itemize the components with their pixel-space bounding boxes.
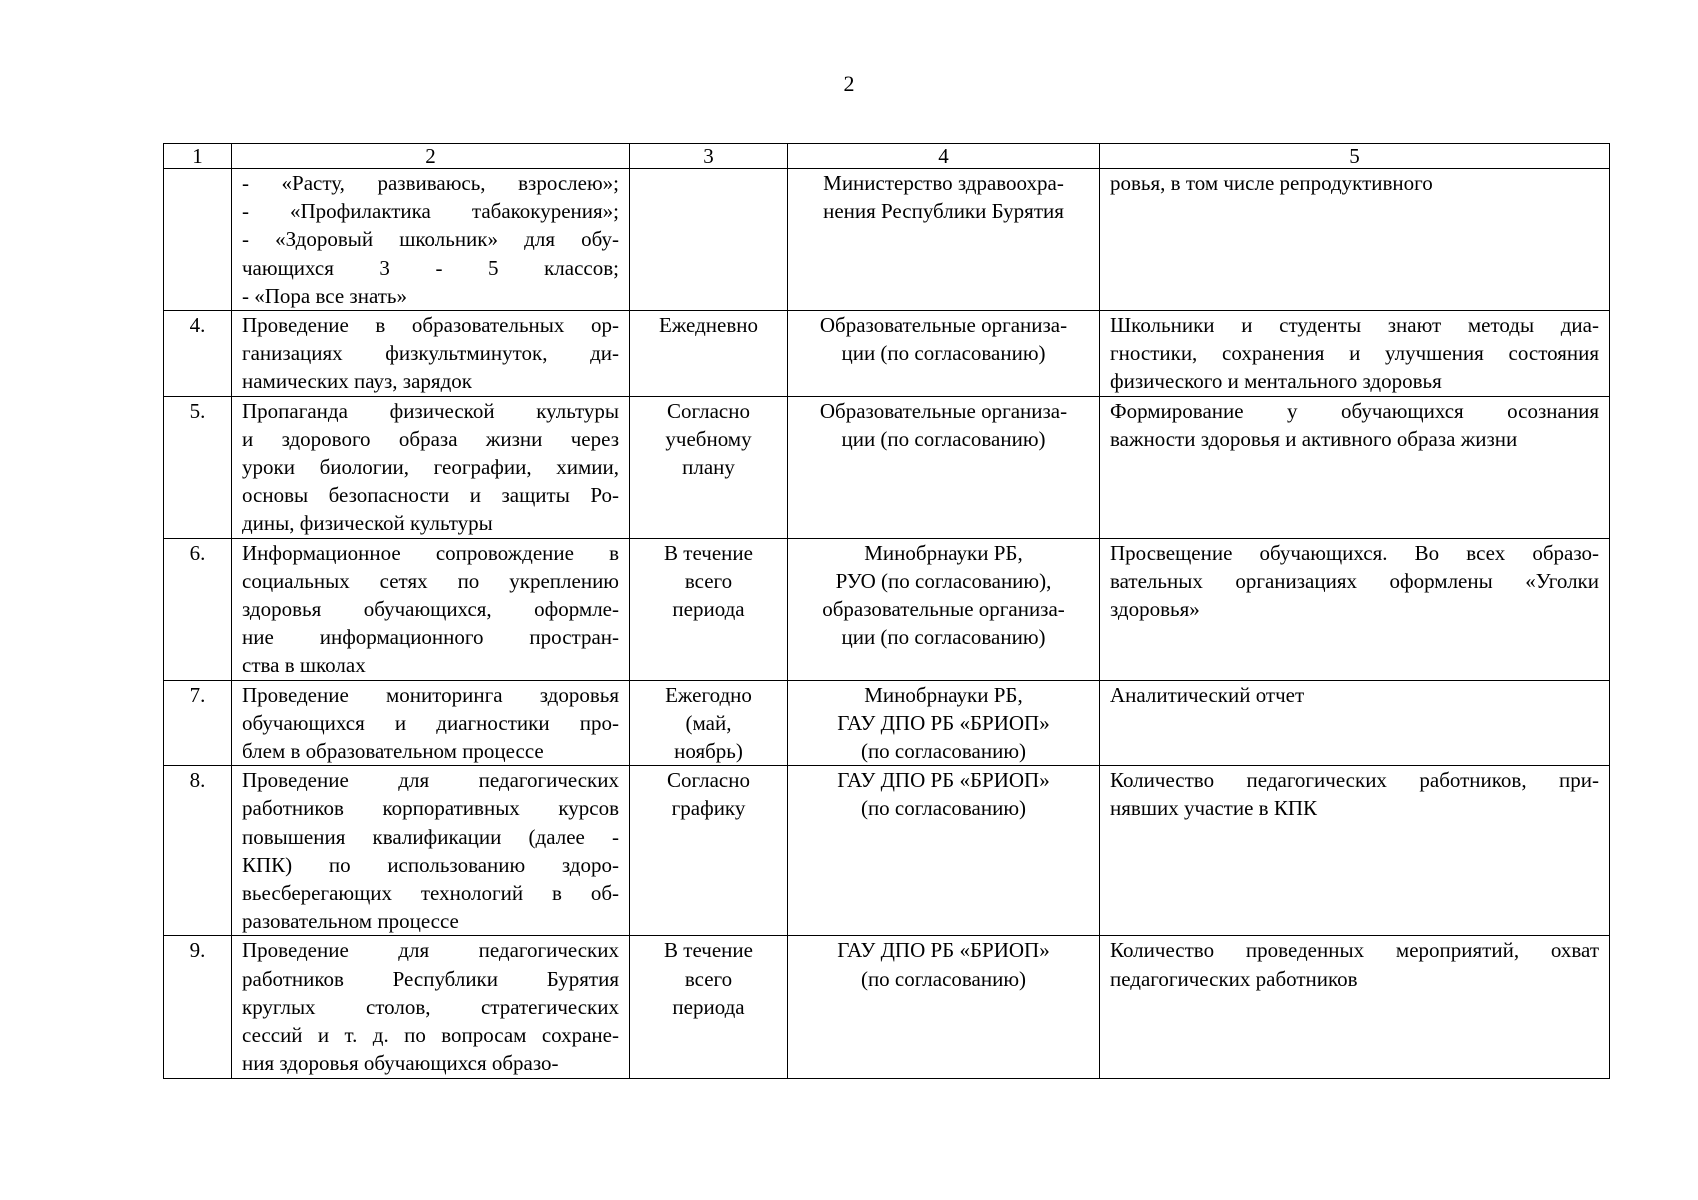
row-number-cell: 5.: [164, 396, 232, 538]
table-header-row: [164, 144, 1610, 169]
measure-name-line: основы безопасности и защиты Ро-: [242, 483, 619, 508]
measure-name-line: работников Республики Бурятия: [242, 966, 619, 991]
row-number-cell: 4.: [164, 311, 232, 397]
measure-name-cell: [232, 311, 630, 397]
measure-executor-line: ции (по согласованию): [841, 625, 1046, 650]
measure-result-line: Школьники и студенты знают методы диа-: [1110, 313, 1599, 338]
measure-name-line: круглых столов, стратегических: [242, 994, 619, 1019]
measure-name-line: ния здоровья обучающихся образо-: [242, 1051, 559, 1076]
measure-executor-line: Образовательные организа-: [819, 398, 1068, 423]
measure-name-line: - «Профилактика табакокурения»;: [242, 199, 619, 224]
measure-name-cell: [232, 936, 630, 1078]
measure-result-line: важности здоровья и активного образа жизни: [1110, 426, 1518, 451]
measure-term-line: Ежедневно: [658, 313, 758, 338]
header-col-5: 5: [1100, 144, 1610, 169]
measure-executor-line: Образовательные организа-: [819, 313, 1068, 338]
measure-name-line: - «Здоровый школьник» для обу-: [242, 227, 619, 252]
measure-term-line: Согласно: [667, 398, 750, 423]
row-number-cell: 9.: [164, 936, 232, 1078]
measure-term-cell: [630, 169, 788, 311]
measure-name-line: Пропаганда физической культуры: [242, 398, 619, 423]
measure-term-cell: [630, 311, 788, 397]
measure-result-line: ровья, в том числе репродуктивного: [1110, 171, 1433, 195]
measure-executor-cell: [788, 538, 1100, 680]
header-col-3: 3: [630, 144, 788, 169]
measure-executor-line: образовательные организа-: [822, 597, 1065, 622]
measure-name-line: уроки биологии, географии, химии,: [242, 455, 619, 480]
measure-result-line: Просвещение обучающихся. Во всех образо-: [1110, 540, 1599, 565]
measure-result-cell: [1100, 680, 1610, 766]
measure-result-line: вательных организациях оформлены «Уголки: [1110, 568, 1599, 593]
measure-result-cell: [1100, 538, 1610, 680]
measure-name-line: Проведение для педагогических: [242, 938, 619, 963]
measure-term-cell: [630, 936, 788, 1078]
measure-result-line: Количество проведенных мероприятий, охват: [1110, 938, 1599, 963]
measure-result-line: Аналитический отчет: [1110, 682, 1305, 707]
header-col-2: 2: [232, 144, 630, 169]
measure-term-line: В течение: [664, 938, 753, 963]
measure-name-line: работников корпоративных курсов: [242, 796, 619, 821]
measure-name-line: Проведение для педагогических: [242, 768, 619, 793]
measure-name-line: ства в школах: [242, 653, 366, 678]
measure-term-line: учебному: [665, 426, 752, 451]
measure-name-line: вьесберегающих технологий в об-: [242, 881, 619, 906]
measure-term-cell: [630, 680, 788, 766]
measure-result-cell: [1100, 936, 1610, 1078]
measure-executor-line: Минобрнауки РБ,: [864, 682, 1023, 707]
measure-executor-line: ГАУ ДПО РБ «БРИОП»: [837, 768, 1050, 793]
row-number-cell: 6.: [164, 538, 232, 680]
measure-name-line: Информационное сопровождение в: [242, 540, 619, 565]
measure-term-line: графику: [671, 796, 746, 821]
page-number: 2: [843, 71, 855, 96]
measure-name-cell: [232, 169, 630, 311]
measure-result-cell: [1100, 766, 1610, 936]
measure-executor-cell: [788, 311, 1100, 397]
measure-term-cell: [630, 766, 788, 936]
measure-executor-line: ГАУ ДПО РБ «БРИОП»: [837, 710, 1050, 735]
measure-name-line: - «Пора все знать»: [242, 283, 407, 308]
measure-executor-line: Минобрнауки РБ,: [864, 540, 1023, 565]
measure-executor-line: нения Республики Бурятия: [823, 199, 1064, 224]
measure-result-line: нявших участие в КПК: [1110, 796, 1318, 821]
measure-term-line: (май,: [685, 710, 732, 735]
measure-name-line: сессий и т. д. по вопросам сохране-: [242, 1023, 619, 1048]
measure-result-line: педагогических работников: [1110, 966, 1358, 991]
measure-term-line: ноябрь): [674, 739, 743, 764]
measure-result-line: здоровья»: [1110, 597, 1200, 622]
header-col-4: 4: [788, 144, 1100, 169]
measure-result-line: физического и ментального здоровья: [1110, 369, 1442, 394]
measure-executor-cell: [788, 936, 1100, 1078]
measure-executor-line: ции (по согласованию): [841, 426, 1046, 451]
measure-executor-cell: [788, 680, 1100, 766]
measure-name-line: дины, физической культуры: [242, 511, 493, 536]
table-row: [164, 680, 1610, 766]
measure-result-line: Формирование у обучающихся осознания: [1110, 398, 1599, 423]
measure-executor-line: Министерство здравоохра-: [823, 171, 1064, 195]
table-row: [164, 311, 1610, 397]
measure-term-line: периода: [672, 994, 745, 1019]
measure-name-line: чающихся 3 - 5 классов;: [242, 255, 619, 280]
measure-term-line: всего: [684, 568, 733, 593]
measure-name-line: намических пауз, зарядок: [242, 369, 472, 394]
measure-name-cell: [232, 396, 630, 538]
measure-name-line: блем в образовательном процессе: [242, 739, 544, 764]
measure-term-cell: [630, 538, 788, 680]
measure-executor-line: ции (по согласованию): [841, 341, 1046, 366]
measure-executor-cell: [788, 396, 1100, 538]
measure-term-cell: [630, 396, 788, 538]
measure-name-line: обучающихся и диагностики про-: [242, 710, 619, 735]
measure-term-line: всего: [684, 966, 733, 991]
measure-name-line: ганизациях физкультминуток, ди-: [242, 341, 619, 366]
measure-name-line: разовательном процессе: [242, 909, 459, 934]
measure-term-line: Согласно: [667, 768, 750, 793]
measure-name-cell: [232, 680, 630, 766]
measure-executor-line: РУО (по согласованию),: [835, 568, 1052, 593]
measure-term-line: В течение: [664, 540, 753, 565]
measure-executor-line: (по согласованию): [860, 796, 1027, 821]
measure-result-cell: [1100, 169, 1610, 311]
row-number-cell: [164, 169, 232, 311]
measure-name-line: ние информационного простран-: [242, 625, 619, 650]
measure-term-line: периода: [672, 597, 745, 622]
measure-result-cell: [1100, 396, 1610, 538]
measure-name-line: и здорового образа жизни через: [242, 426, 619, 451]
measure-executor-line: ГАУ ДПО РБ «БРИОП»: [837, 938, 1050, 963]
measure-name-line: Проведение мониторинга здоровья: [242, 682, 619, 707]
measure-name-line: повышения квалификации (далее -: [242, 824, 619, 849]
table-row: [164, 538, 1610, 680]
measure-executor-cell: [788, 766, 1100, 936]
measures-table: [163, 143, 1610, 1079]
measure-result-line: Количество педагогических работников, при-: [1110, 768, 1599, 793]
table-row: [164, 936, 1610, 1078]
measure-term-line: Ежегодно: [665, 682, 752, 707]
table-row: [164, 169, 1610, 311]
measure-name-line: социальных сетях по укреплению: [242, 568, 619, 593]
measure-term-line: плану: [682, 455, 735, 480]
measure-name-line: здоровья обучающихся, оформле-: [242, 597, 619, 622]
measure-name-cell: [232, 538, 630, 680]
measure-executor-line: (по согласованию): [860, 966, 1027, 991]
measure-executor-cell: [788, 169, 1100, 311]
measure-name-cell: [232, 766, 630, 936]
row-number-cell: 7.: [164, 680, 232, 766]
measure-result-line: гностики, сохранения и улучшения состояния: [1110, 341, 1599, 366]
row-number-cell: 8.: [164, 766, 232, 936]
measure-name-line: - «Расту, развиваюсь, взрослею»;: [242, 171, 619, 195]
measure-executor-line: (по согласованию): [860, 739, 1027, 764]
table-row: [164, 766, 1610, 936]
measure-name-line: Проведение в образовательных ор-: [242, 313, 619, 338]
measure-name-line: КПК) по использованию здоро-: [242, 852, 619, 877]
measure-result-cell: [1100, 311, 1610, 397]
header-col-1: 1: [164, 144, 232, 169]
table-row: [164, 396, 1610, 538]
